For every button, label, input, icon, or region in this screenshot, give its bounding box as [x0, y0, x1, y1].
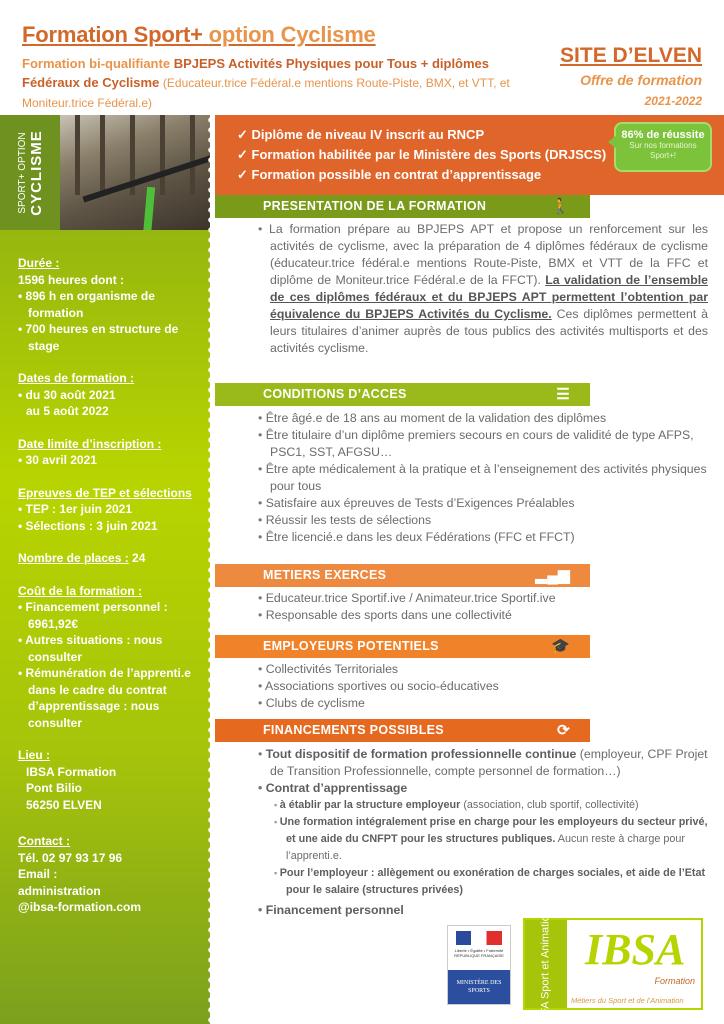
tep-heading: Epreuves de TEP et sélections [18, 485, 192, 500]
duree-heading: Durée : [18, 256, 60, 270]
employeurs-list [258, 661, 708, 712]
limite-date: • 30 avril 2021 [18, 453, 97, 467]
contact-email[interactable]: administration [18, 883, 101, 898]
contact-phone: Tél. 02 97 93 17 96 [18, 850, 123, 865]
success-rate: 86% de réussite [621, 129, 705, 141]
list-item: • Collectivités Territoriales [258, 661, 708, 678]
list-item: ▪ Pour l’employeur : allègement ou exonération de charges sociales, et aide de l’Etat pour le salaire (structures privées) [258, 865, 718, 899]
lieu-line: 56250 ELVEN [26, 797, 102, 812]
cycling-photo [60, 115, 210, 230]
limite-heading: Date limite d’inscription : [18, 436, 162, 451]
cout-item: • Autres situations : nous consulter [18, 633, 163, 664]
highlight-item: ✓ Formation habilitée par le Ministère des Sports (DRJSCS) [237, 147, 607, 162]
section-header-financements: FINANCEMENTS POSSIBLES ⟳ [215, 719, 590, 742]
highlight-item: ✓ Formation possible en contrat d’apprentissage [237, 167, 542, 182]
contact-heading: Contact : [18, 834, 70, 848]
list-item: • Associations sportives ou socio-éducatives [258, 678, 708, 695]
perforated-edge [207, 115, 215, 1024]
medal-icon: ☰ [556, 386, 570, 403]
site-block [560, 44, 702, 108]
bar-chart-icon: ▂▄▆ [535, 567, 570, 584]
list-item: • Responsable des sports dans une collectivité [258, 607, 708, 624]
dates-heading: Dates de formation : [18, 371, 135, 385]
ministere-label: MINISTÈRE DES SPORTS [448, 970, 510, 1004]
site-name: SITE D’ELVEN [560, 44, 702, 67]
section-header-employeurs: EMPLOYEURS POTENTIELS 🎓 [215, 635, 590, 658]
tag-line1: SPORT+ OPTION [17, 132, 28, 214]
key-info [18, 255, 203, 932]
list-item: • Financement personnel [258, 902, 718, 919]
metiers-list [258, 590, 708, 624]
duree-total: 1596 heures dont : [18, 272, 125, 287]
cfa-label: CFA Sport et Animation [539, 909, 552, 1023]
cout-heading: Coût de la formation : [18, 583, 142, 598]
year: 2021-2022 [644, 94, 702, 108]
success-badge [614, 122, 712, 172]
sidebar-tag [0, 115, 60, 230]
lieu-heading: Lieu : [18, 748, 50, 762]
refresh-icon: ⟳ [557, 722, 570, 739]
subtitle: Formation bi-qualifiante BPJEPS Activités Physiques pour Tous + diplômes Fédéraux de Cyclisme (Educateur.trice Fédéral.e mentions Route-Piste, BMX, et VTT, et Moniteur.trice Fédéral.e) [22, 56, 510, 110]
dates-end: au 5 août 2022 [26, 404, 109, 418]
republique-text: Liberté • Égalité • Fraternité RÉPUBLIQUE FRANÇAISE [454, 948, 504, 958]
list-item: • Être apte médicalement à la pratique et à l’enseignement des activités physiques pour tous [258, 461, 708, 495]
list-item: • Educateur.trice Sportif.ive / Animateur.trice Sportif.ive [258, 590, 708, 607]
cout-item: • Rémunération de l’apprenti.e dans le cadre du contrat d’apprentissage : nous consulter [18, 666, 191, 730]
conditions-list [258, 410, 708, 546]
places-value: 24 [132, 551, 146, 565]
list-item: • Être âgé.e de 18 ans au moment de la validation des diplômes [258, 410, 708, 427]
financements-list: • Tout dispositif de formation professionnelle continue (employeur, CPF Projet de Transition Professionnelle, compte personnel de formation…) • Contrat d’apprentissage ▪ à établir par la structure employeur (association, club sportif, collectivité) ▪ Une formation intégralement prise en charge pour les employeurs du secteur privé, et une aide du CNFPT pour les structures publiques. Aucun reste à charge pour l’apprenti.e. ▪ Pour l’employeur : allègement ou exonération de charges sociales, et aide de l’Etat pour le salaire (structures privées) • Financement personnel [258, 746, 718, 919]
lieu-line: Pont Bilio [26, 781, 82, 795]
graduation-cap-icon: 🎓 [551, 638, 570, 655]
list-item: • Être titulaire d’un diplôme premiers secours en cours de validité de type AFPS, PSC1, SST, AFGSU… [258, 427, 708, 461]
page-title: Formation Sport+ option Cyclisme [22, 22, 376, 47]
highlight-item: ✓ Diplôme de niveau IV inscrit au RNCP [237, 127, 485, 142]
hiker-icon: 🚶 [551, 198, 570, 215]
selections-date: • Sélections : 3 juin 2021 [18, 518, 158, 533]
places-heading: Nombre de places : [18, 551, 129, 565]
duree-item: • 700 heures en structure de stage [18, 322, 179, 353]
cout-item: • Financement personnel : 6961,92€ [18, 600, 168, 631]
section-header-presentation: PRESENTATION DE LA FORMATION 🚶 [215, 195, 590, 218]
contact-email-label: Email : [18, 867, 58, 881]
french-flag [456, 931, 502, 945]
duree-item: • 896 h en organisme de formation [18, 289, 155, 320]
success-note: Sur nos formations Sport+! [629, 141, 697, 160]
dates-start: • du 30 août 2021 [18, 387, 116, 402]
list-item: • Être licencié.e dans les deux Fédérations (FFC et FFCT) [258, 529, 708, 546]
section-header-metiers: METIERS EXERCES ▂▄▆ [215, 564, 590, 587]
contact-email[interactable]: @ibsa-formation.com [18, 900, 142, 914]
list-item: • Satisfaire aux épreuves de Tests d’Exigences Préalables [258, 495, 708, 512]
ibsa-logo: CFA Sport et Animation IBSA Formation Métiers du Sport et de l’Animation [523, 918, 703, 1010]
presentation-body: • La formation prépare au BPJEPS APT et propose un renforcement sur les activités de cyclisme, avec la préparation de 4 diplômes fédéraux de cyclisme (éducateur.trice fédéral.e mentions Route-Piste, BMX et VTT de la FFC et diplôme de Moniteur.trice Fédéral.e de la FFCT). La validation de l’ensemble de ces diplômes fédéraux et du BPJEPS APT permettent l’obtention par équivalence du BPJEPS Activités du Cyclisme. Ces diplômes permettent à leurs titulaires d’animer auprès de tous publics des activités multisports et des activités cyclisme. [258, 221, 708, 357]
list-item: • Réussir les tests de sélections [258, 512, 708, 529]
lieu-line: IBSA Formation [26, 764, 117, 779]
offre-label: Offre de formation [580, 72, 702, 88]
tag-line2: CYCLISME [28, 130, 45, 216]
list-item: • Contrat d’apprentissage [258, 780, 718, 797]
ministere-logo [447, 925, 511, 1005]
tep-date: • TEP : 1er juin 2021 [18, 502, 133, 516]
section-header-conditions: CONDITIONS D’ACCES ☰ [215, 383, 590, 406]
list-item: • Clubs de cyclisme [258, 695, 708, 712]
